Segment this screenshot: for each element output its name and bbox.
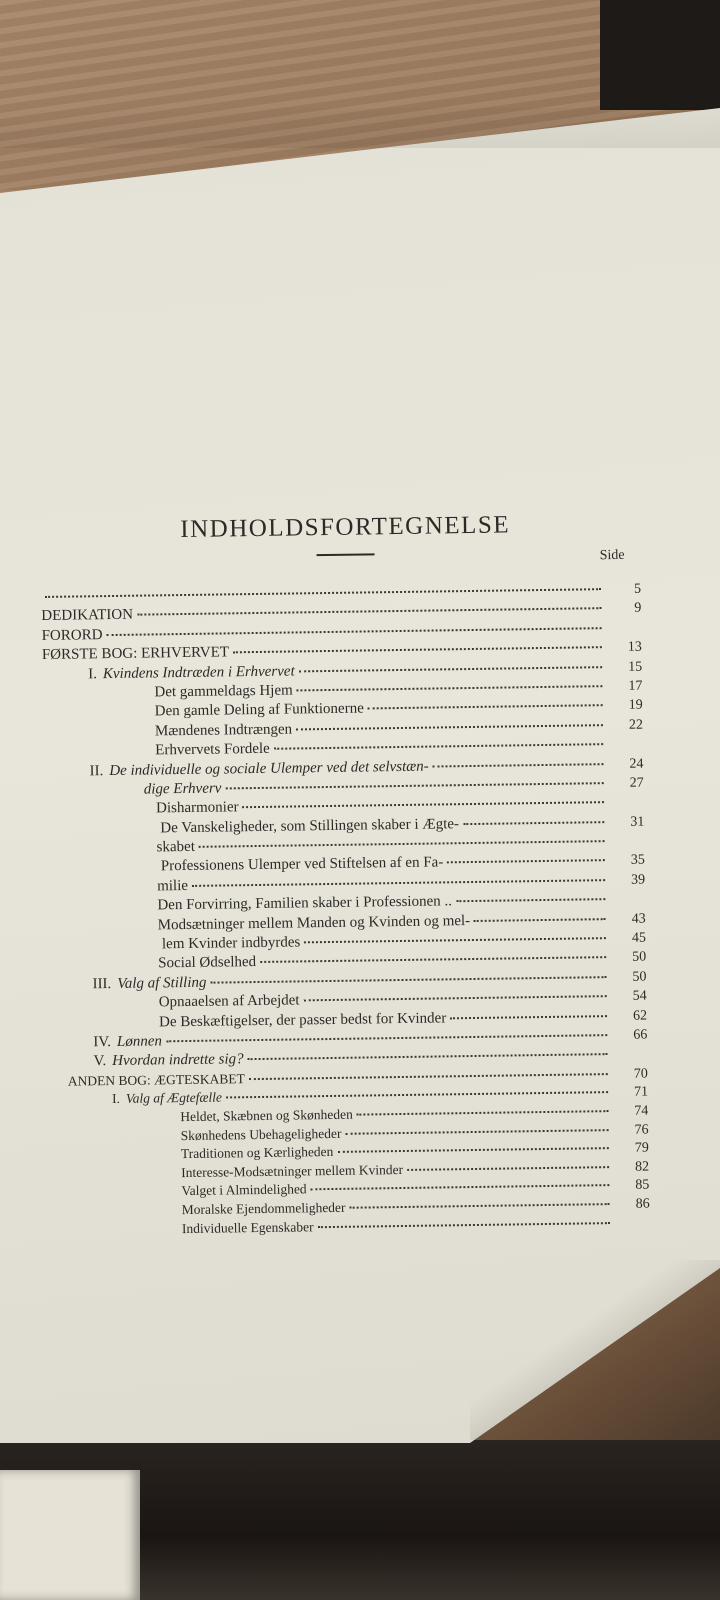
toc-entry-label [159,1009,446,1032]
dot-leader [137,607,601,616]
toc-page-number: 31 [630,814,645,830]
toc-entry-label [181,1124,342,1145]
toc-entry-text: Opnaaelsen af Arbejdet [158,992,300,1011]
toc-page-number [608,806,644,807]
toc-page-number [612,1058,648,1059]
toc-entry-label [156,838,195,858]
toc-entry-text: De Vanskeligheder, som Stillingen skaber i Ægte- [160,815,460,837]
dot-leader [192,878,605,887]
dot-leader [304,936,606,943]
toc-entry-text: Traditionen og Kærligheden [180,1144,334,1162]
toc-page-number: 74 [634,1103,649,1119]
dot-leader [368,704,603,710]
dot-leader [249,1072,608,1080]
toc-entry-text: Erhvervets Fordele [155,740,270,759]
toc-entry-label [157,877,188,897]
toc-page-number [606,631,642,632]
toc-entry-label [155,700,364,722]
toc-entry-label [155,740,270,761]
toc-heading: INDHOLDSFORTEGNELSE [180,511,511,544]
toc-entry-text: Lønnen [116,1033,163,1050]
toc-entry-text: lem Kvinder indbyrdes [161,934,301,953]
toc-entry-text: skabet [156,838,196,856]
dot-leader [463,820,604,825]
toc-entry-text: FORORD [41,626,103,644]
toc-entry-text: ANDEN BOG: ÆGTESKABET [67,1070,245,1089]
toc-entry-text: Heldet, Skæbnen og Skønheden [180,1106,353,1125]
dot-leader [166,1033,607,1042]
underlying-paper-sheet [0,1470,140,1600]
toc-entry-label [41,606,133,627]
toc-entry-number: IV. [93,1034,112,1051]
toc-entry-text: Social Ødselhed [158,954,257,972]
toc-page-number: 13 [627,639,642,655]
toc-entry-number: III. [92,975,112,993]
dot-leader [337,1146,609,1153]
toc-entry-label [93,1051,243,1072]
toc-page-number: 66 [633,1027,648,1043]
toc-entry-text: Den Forvirring, Familien skaber i Professionen .. [157,893,453,914]
toc-entry-label [181,1161,403,1183]
toc-page-number: 35 [630,853,645,869]
toc-entry-label [159,992,300,1013]
toc-entry-text: Mændenes Indtrængen [154,721,293,740]
side-column-label: Side [599,547,625,564]
toc-entry-label [182,1218,314,1238]
toc-entry-label [42,626,103,646]
toc-page-number: 79 [634,1140,649,1156]
dot-leader [447,859,605,864]
toc-entry-label [180,1106,353,1127]
toc-page-number [614,1226,650,1227]
toc-entry-label [68,1070,245,1091]
toc-page-number: 5 [633,581,642,597]
dot-leader [274,742,603,750]
dot-leader [311,1183,610,1190]
toc-entry-text: FØRSTE BOG: ERHVERVET [41,644,230,664]
toc-entry-list [41,580,650,1240]
toc-page-number: 17 [628,678,643,694]
toc-entry-text: milie [157,877,189,895]
toc-page-number: 19 [628,697,643,714]
toc-page-number: 24 [629,756,644,772]
toc-entry-label [112,1089,222,1109]
toc-entry-label [93,1032,162,1052]
dark-background-corner [600,0,720,110]
dot-leader [199,839,605,848]
toc-entry-number: I. [112,1091,121,1107]
toc-page-number: 62 [632,1008,648,1024]
toc-page-number: 85 [635,1177,650,1194]
toc-entry-text: Interesse-Modsætninger mellem Kvinder [181,1161,404,1180]
toc-entry-text: Kvindens Indtræden i Erhvervet [102,663,295,682]
toc-page-number: 27 [629,775,644,791]
dot-leader [450,1014,607,1019]
toc-page-number: 43 [631,911,646,927]
toc-entry-text: Valg af Stilling [117,974,207,992]
dot-leader [317,1221,609,1228]
dot-leader [299,665,602,672]
dot-leader [45,587,601,598]
toc-entry-label [182,1199,346,1220]
toc-entry-label [154,681,293,702]
dot-leader [106,626,601,636]
toc-entry-text: Individuelle Egenskaber [181,1218,314,1236]
toc-entry-label [181,1143,334,1164]
toc-page-number: 45 [631,930,647,946]
dot-leader [296,723,603,730]
toc-entry-text: De Beskæftigelser, der passer bedst for Kvinder [158,1009,447,1030]
toc-entry-number: I. [88,665,98,682]
toc-page-number: 54 [632,988,647,1004]
toc-page-number [607,748,643,749]
toc-page-number: 76 [634,1122,649,1138]
toc-entry-text: Hvordan indrette sig? [112,1051,244,1070]
toc-entry-label [42,644,229,666]
toc-page-number [609,903,645,904]
toc-page-number: 50 [632,969,647,985]
toc-entry-text: DEDIKATION [41,607,134,625]
toc-entry-text: dige Erhverv [143,780,222,798]
heading-rule [317,553,375,556]
toc-entry-label [181,1181,306,1201]
toc-entry-number: II. [89,762,104,779]
toc-page-number: 9 [634,601,642,617]
toc-entry-text: Professionens Ulemper ved Stiftelsen af en Fa- [160,854,444,875]
dot-leader [474,917,606,922]
table-of-contents [40,510,650,1240]
toc-entry-number: V. [93,1053,107,1070]
dot-leader [233,645,602,653]
toc-page-number [609,845,645,846]
dot-leader [357,1109,609,1116]
toc-page-number: 82 [635,1159,650,1175]
toc-entry-text: Valg af Ægtefælle [125,1089,223,1107]
toc-entry-label [92,974,206,995]
dot-leader [433,762,604,767]
toc-entry-label [161,854,444,877]
dot-leader [304,994,607,1001]
toc-entry-text: Disharmonier [155,799,239,817]
dot-leader [243,800,605,808]
dot-leader [456,897,605,902]
toc-page-number: 70 [633,1066,648,1082]
dot-leader [345,1128,608,1135]
toc-entry-text: Det gammeldags Hjem [154,682,293,701]
toc-entry-label [156,799,239,820]
dot-leader [297,684,603,691]
dot-leader [248,1053,608,1061]
toc-entry-label [162,933,301,954]
toc-entry-label [158,953,256,974]
dot-leader [407,1165,609,1171]
toc-page-number: 71 [633,1084,649,1101]
toc-entry-text: Valget i Almindelighed [181,1181,307,1199]
toc-page-number: 86 [635,1196,650,1212]
toc-page-number: 15 [628,659,643,675]
toc-page-number: 39 [631,872,646,888]
dot-leader [225,781,603,789]
toc-page-number: 50 [632,950,647,966]
toc-entry-label [155,720,292,741]
dot-leader [349,1202,609,1209]
toc-entry-label [144,779,222,799]
toc-entry-text: Modsætninger mellem Manden og Kvinden og mel- [157,912,471,934]
page-top-edge [0,108,720,148]
toc-entry-text: Den gamle Deling af Funktionerne [154,700,364,720]
dot-leader [226,1090,608,1098]
toc-page-number: 22 [628,717,644,733]
toc-entry-text: De individuelle og sociale Ulemper ved det selvstæn- [109,758,429,779]
toc-entry-text: Moralske Ejendommeligheder [181,1199,346,1218]
dot-leader [260,956,606,964]
dot-leader [210,975,606,984]
page-corner-shadow [470,1260,720,1440]
toc-entry-text: Skønhedens Ubehageligheder [180,1125,342,1143]
